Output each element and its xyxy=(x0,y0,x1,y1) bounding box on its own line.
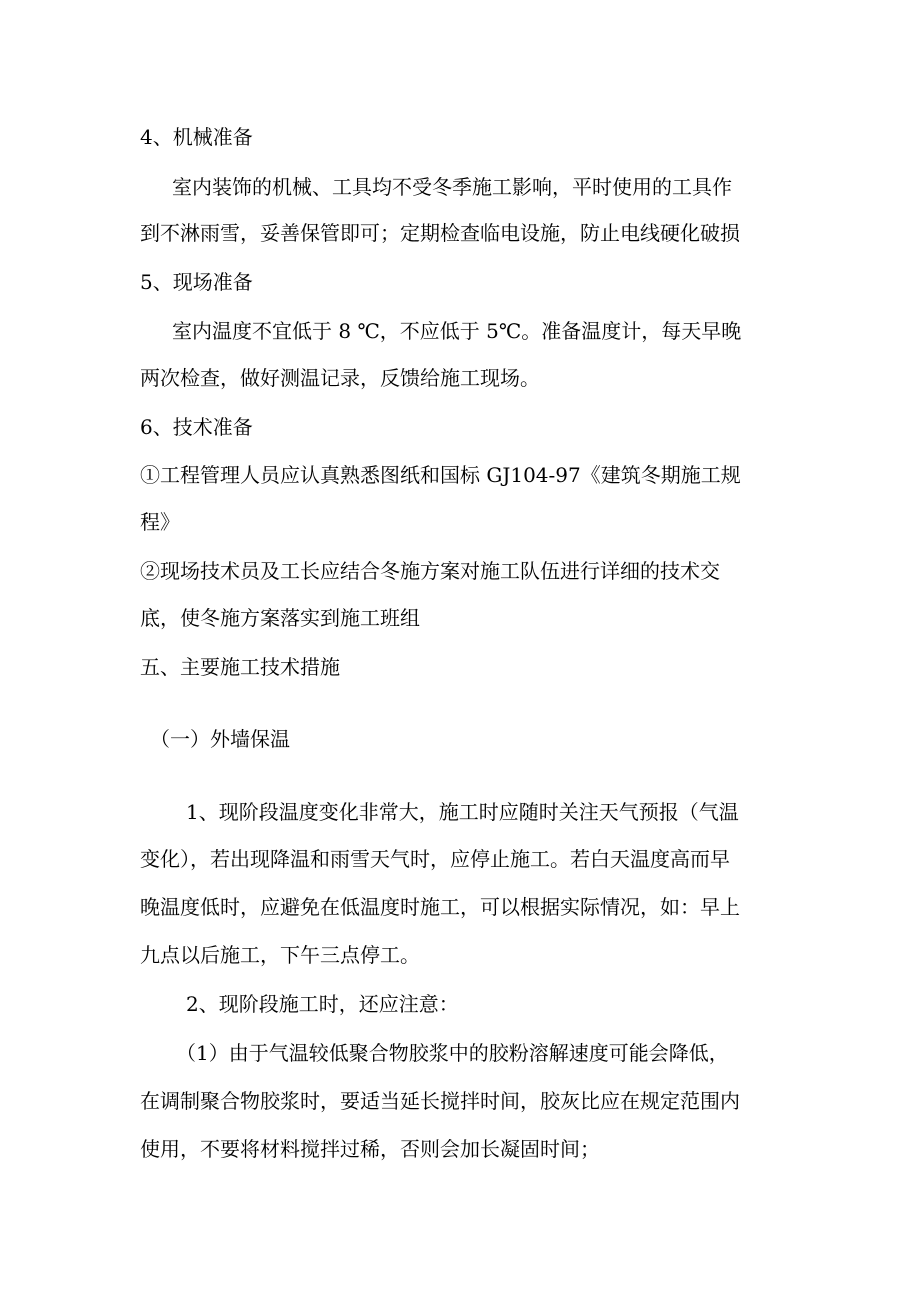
paragraph-line: 在调制聚合物胶浆时，要适当延长搅拌时间，胶灰比应在规定范围内 xyxy=(140,1089,740,1113)
paragraph-line: 室内温度不宜低于 8 ℃，不应低于 5℃。准备温度计，每天早晚 xyxy=(172,319,742,343)
paragraph-line: ②现场技术员及工长应结合冬施方案对施工队伍进行详细的技术交 xyxy=(140,559,720,583)
paragraph-line: 1、现阶段温度变化非常大，施工时应随时关注天气预报（气温 xyxy=(186,800,739,824)
paragraph-line: （1）由于气温较低聚合物胶浆中的胶粉溶解速度可能会降低， xyxy=(176,1041,729,1065)
paragraph-line: 2、现阶段施工时，还应注意： xyxy=(186,992,459,1016)
section-heading-five: 五、主要施工技术措施 xyxy=(140,655,340,679)
paragraph-line: 晚温度低时，应避免在低温度时施工，可以根据实际情况，如：早上 xyxy=(140,895,740,919)
section-heading-6: 6、技术准备 xyxy=(140,415,253,439)
paragraph-line: 九点以后施工，下午三点停工。 xyxy=(140,943,420,967)
paragraph-line: ①工程管理人员应认真熟悉图纸和国标 GJ104-97《建筑冬期施工规 xyxy=(140,463,741,487)
section-heading-4: 4、机械准备 xyxy=(140,125,253,149)
paragraph-line: 程》 xyxy=(140,510,180,534)
paragraph-line: 变化），若出现降温和雨雪天气时，应停止施工。若白天温度高而早 xyxy=(140,847,730,871)
paragraph-line: 底，使冬施方案落实到施工班组 xyxy=(140,606,420,630)
paragraph-line: 室内装饰的机械、工具均不受冬季施工影响，平时使用的工具作 xyxy=(172,175,732,199)
paragraph-line: 到不淋雨雪，妥善保管即可；定期检查临电设施，防止电线硬化破损 xyxy=(140,221,740,245)
paragraph-line: 使用，不要将材料搅拌过稀，否则会加长凝固时间； xyxy=(140,1137,600,1161)
section-heading-5: 5、现场准备 xyxy=(140,270,253,294)
paragraph-line: 两次检查，做好测温记录，反馈给施工现场。 xyxy=(140,366,540,390)
subsection-heading-1: （一）外墙保温 xyxy=(150,727,290,751)
